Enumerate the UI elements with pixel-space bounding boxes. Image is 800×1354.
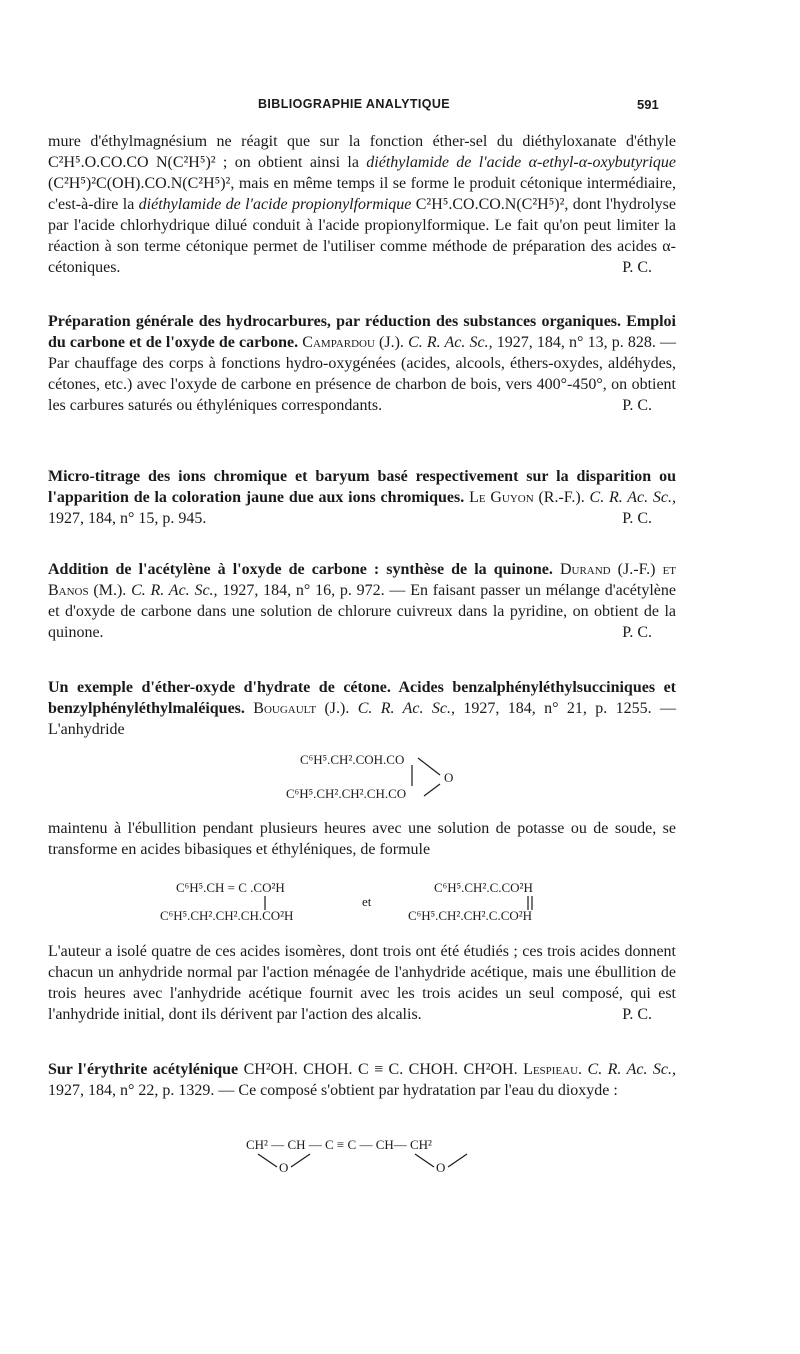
author-initials: P. C. [622,1006,652,1023]
author-initials: P. C. [622,397,652,414]
entry-body: maintenu à l'ébullition pendant plusieurs heures avec une solution de potasse ou de soude, se transforme en acides bibasiques et éthyléniques, de formule [48,820,676,858]
entry-title-formula: CH²OH. CHOH. C ≡ C. CHOH. CH²OH. [243,1061,518,1078]
entry-author: Durand (J.-F.) et Banos (M.). [48,561,677,599]
formula-line: C⁶H⁵.CH².CH².CH.CO [286,786,407,801]
entry-journal: C. R. Ac. Sc., [589,489,677,506]
entry-body: L'auteur a isolé quatre de ces acides isomères, dont trois ont été étudiés ; ces trois acides donnent chacun un anhydride normal par l'action ménagée de l'anhydride acétique, mais une ébullition de trois heures avec l'anhydride acétique fournit avec les trois acides un seul composé, qui est l'anhydride initial, dont ils dérivent par l'action des alcalis. [48,943,676,1023]
formula-ring-atom: O [436,1160,446,1175]
author-initials: P. C. [622,510,652,527]
formula-line: C⁶H⁵.CH².C.CO²H [434,880,533,895]
continuation-text: mure d'éthylmagnésium ne réagit que sur la fonction éther-sel du diéthyloxanate d'éthyle C²H⁵.O.CO.CO N(C²H⁵)² ; on obtient ainsi la [48,133,676,171]
formula-line: C⁶H⁵.CH = C .CO²H [176,880,285,895]
continuation-text: C²H⁵.CO.CO.N(C²H⁵)², dont l'hydrolyse par l'acide chlorhydrique dilué conduit à l'acide propionylformique. Le fait qu'on peut limiter la réaction à son terme cétonique permet de l'utiliser comme méthode de préparation des acides α-cétoniques. [48,196,677,276]
continuation-text: (C²H⁵)²C(OH).CO.N(C²H⁵)², mais en même temps il se forme le produit cétonique intermédiaire, c'est-à-dire la [48,175,676,213]
entry-journal: C. R. Ac. Sc., [357,700,455,717]
formula-line: C⁶H⁵.CH².CH².C.CO²H [408,908,533,923]
entry-author: Bougault (J.). [253,700,350,717]
entry-author: Lespieau. [523,1061,583,1078]
entry-title: Micro-titrage des ions chromique et baryum basé respectivement sur la disparition ou l'apparition de la coloration jaune due aux ions chromiques. [48,468,676,506]
entry-journal: C. R. Ac. Sc., [131,582,218,599]
author-initials: P. C. [622,624,652,641]
entry-reference: 1927, 184, n° 21, p. 1255. — L'anhydride [48,700,677,738]
formula-connector: et [362,894,372,909]
entry-reference: 1927, 184, n° 22, p. 1329. — Ce composé s'obtient par hydratation par l'eau du dioxyde : [48,1082,618,1099]
page-number: 591 [637,97,659,112]
running-title: BIBLIOGRAPHIE ANALYTIQUE [258,97,451,111]
entry-author: Le Guyon (R.-F.). [469,489,585,506]
continuation-italic: diéthylamide de l'acide propionylformique [138,196,412,213]
formula-line: CH² — CH — C ≡ C — CH— CH² [246,1137,432,1152]
entry-reference: 1927, 184, n° 15, p. 945. [48,510,207,527]
entry-reference: 1927, 184, n° 13, p. 828. — Par chauffage des corps à fonctions hydro-oxygénées (acides, alcools, éthers-oxydes, aldéhydes, cétones, etc.) avec l'oxyde de carbone en présence de charbon de bois, vers 400°-450°, on obtient les carbures saturés ou éthyléniques correspondants. [48,334,677,414]
entry-journal: C. R. Ac. Sc., [587,1061,677,1078]
author-initials: P. C. [622,259,652,276]
entry-reference: 1927, 184, n° 16, p. 972. — En faisant passer un mélange d'acétylène et d'oxyde de carbone dans une solution de chlorure cuivreux dans la pyridine, on obtient de la quinone. [48,582,676,641]
formula-ring-atom: O [279,1160,289,1175]
entry-author: Campardou (J.). [302,334,404,351]
entry-journal: C. R. Ac. Sc., [408,334,493,351]
entry-title: Préparation générale des hydrocarbures, par réduction des substances organiques. Emploi du carbone et de l'oxyde de carbone. [48,313,676,351]
formula-line: C⁶H⁵.CH².COH.CO [300,752,405,767]
entry-title: Addition de l'acétylène à l'oxyde de carbone : synthèse de la quinone. [48,561,553,578]
formula-line: C⁶H⁵.CH².CH².CH.CO²H [160,908,294,923]
entry-title: Un exemple d'éther-oxyde d'hydrate de cétone. Acides benzalphényléthylsucciniques et benzylphényléthylmaléiques. [48,679,676,717]
continuation-italic: diéthylamide de l'acide α-ethyl-α-oxybutyrique [366,154,676,171]
entry-title: Sur l'érythrite acétylénique [48,1061,239,1078]
formula-ring-atom: O [444,770,454,785]
